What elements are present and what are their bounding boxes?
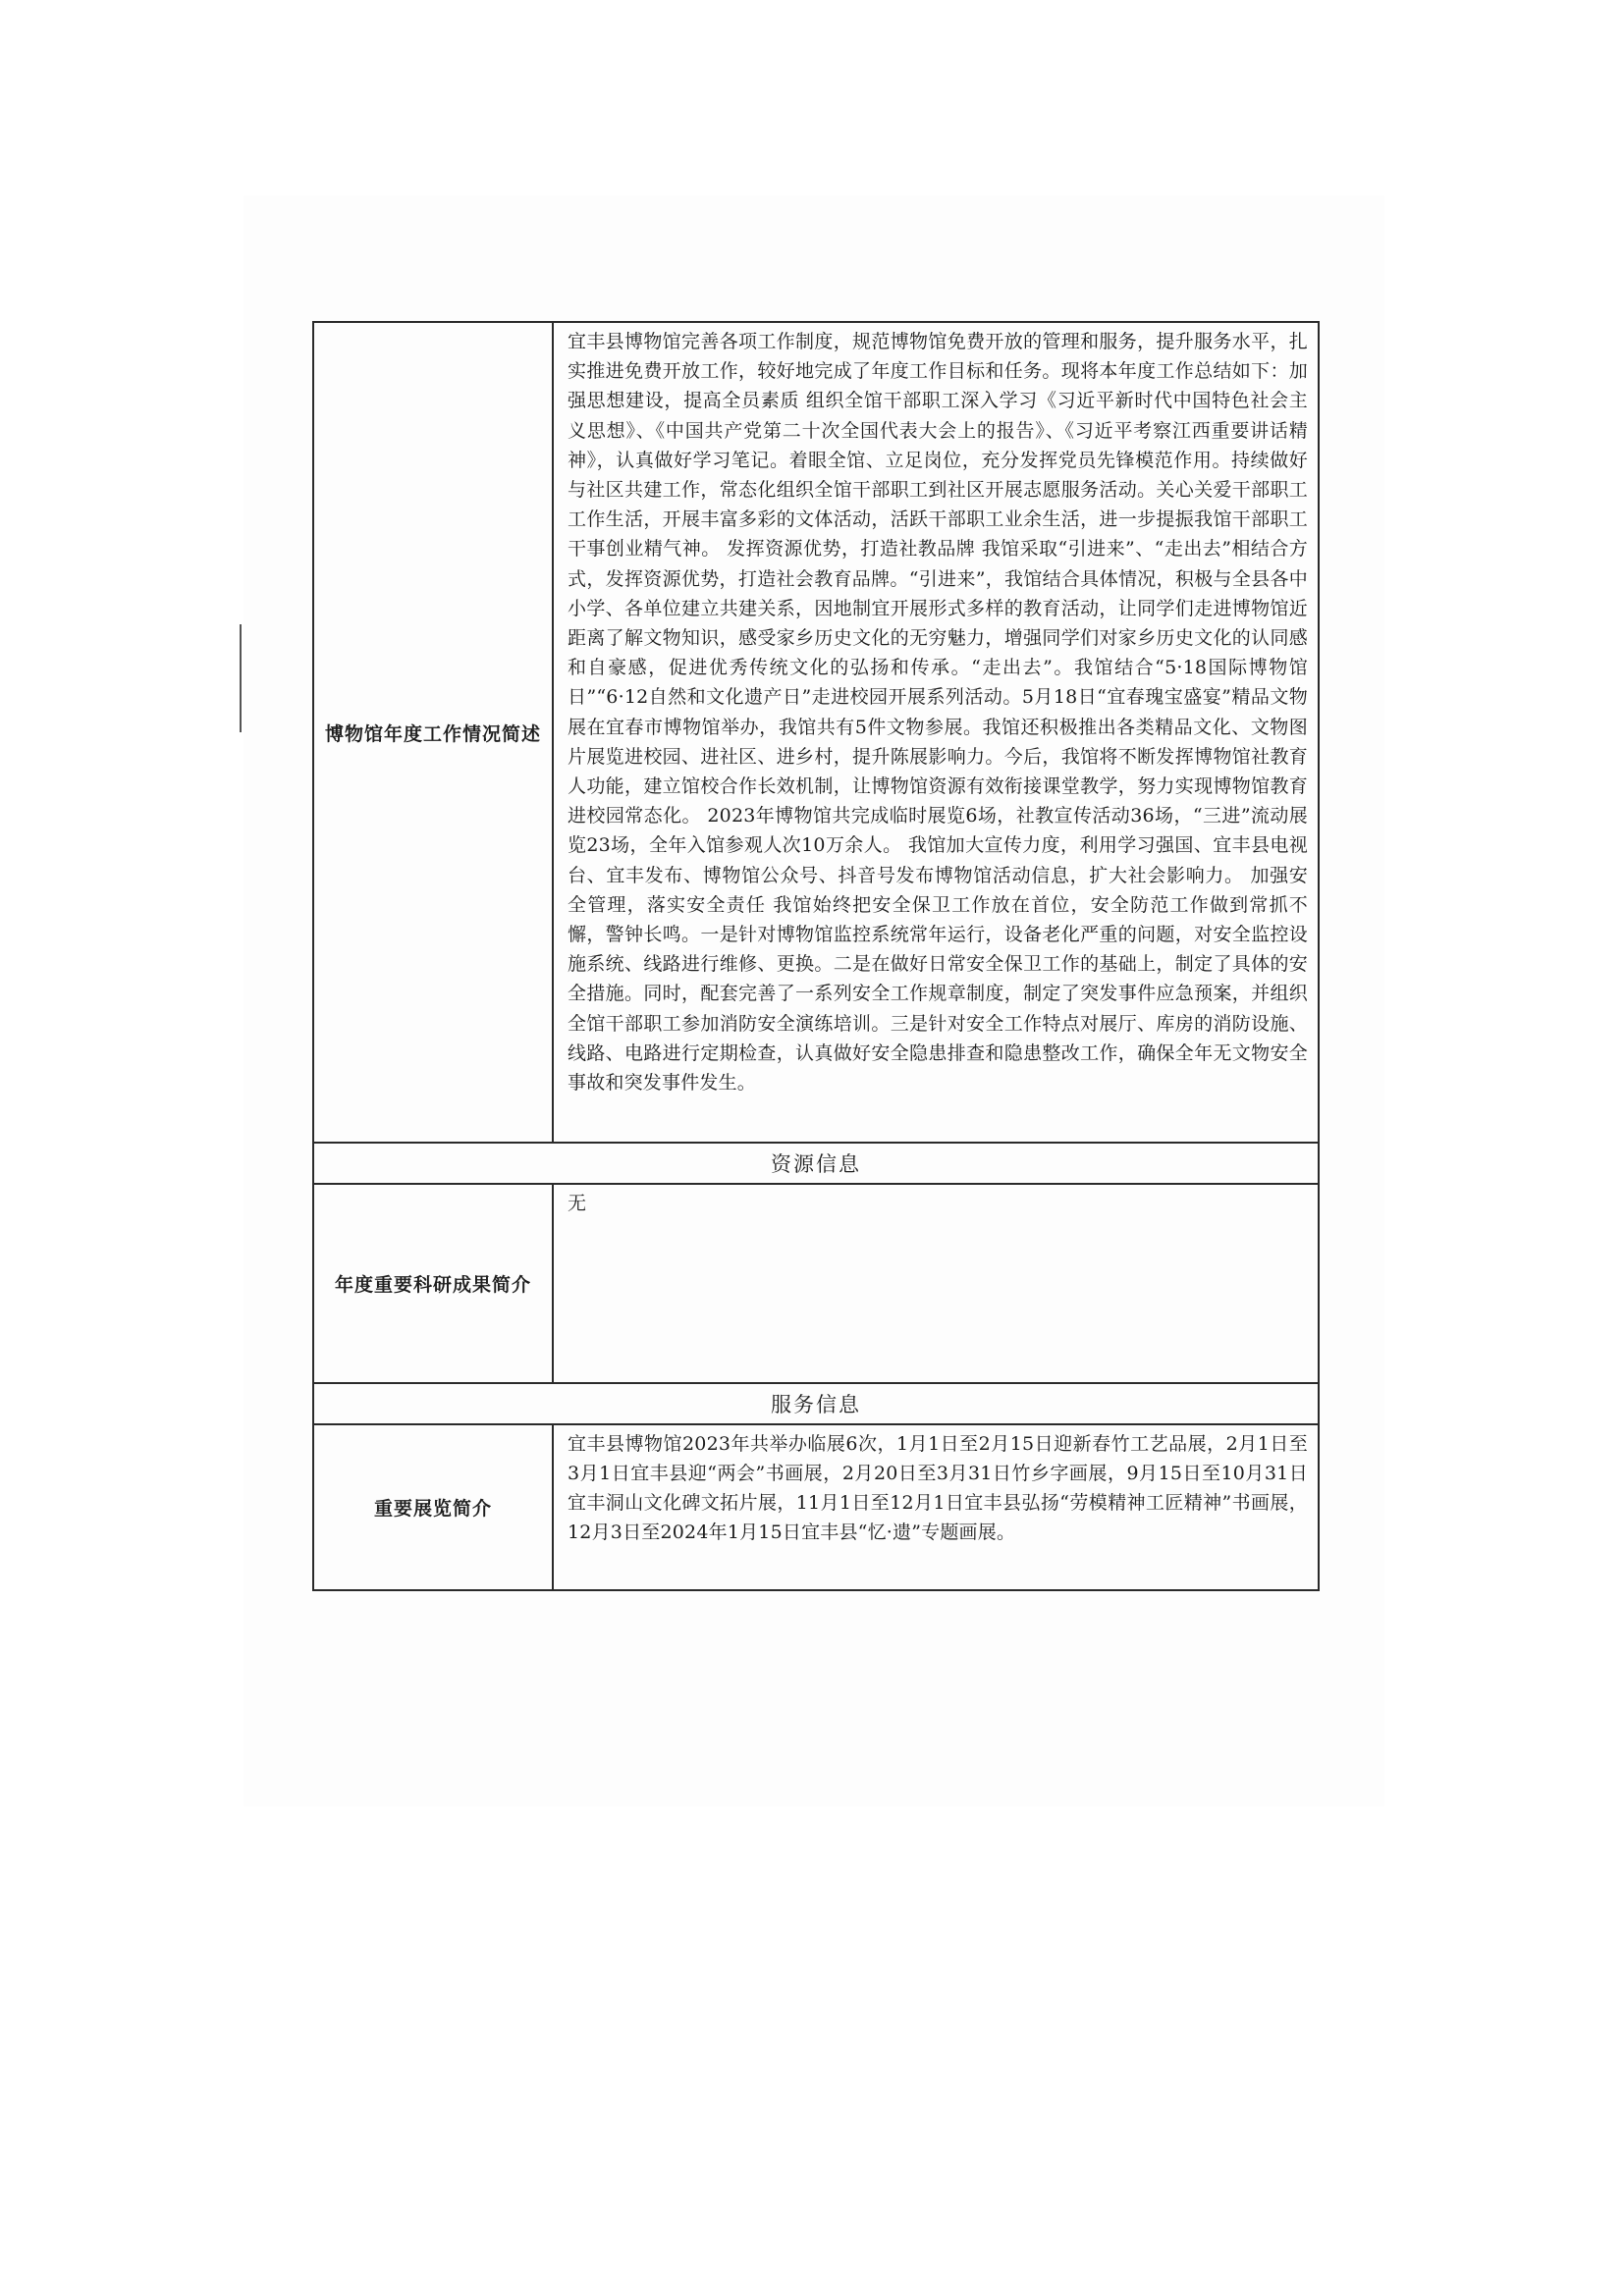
- service-section-heading: 服务信息: [313, 1383, 1319, 1424]
- table-row-annual-summary: [313, 322, 1319, 1143]
- exhibitions-text: 宜丰县博物馆2023年共举办临展6次，1月1日至2月15日迎新春竹工艺品展，2月1日至3月1日宜丰县迎“两会”书画展，2月20日至3月31日竹乡字画展，9月15日至10月31日宜丰洞山文化碑文拓片展，11月1日至12月1日宜丰县弘扬“劳模精神工匠精神”书画展，12月3日至2024年1月15日宜丰县“忆·遗”专题画展。: [568, 1433, 1308, 1543]
- annual-summary-text: 宜丰县博物馆完善各项工作制度，规范博物馆免费开放的管理和服务，提升服务水平，扎实推进免费开放工作，较好地完成了年度工作目标和任务。现将本年度工作总结如下：加强思想建设，提高全员素质 组织全馆干部职工深入学习《习近平新时代中国特色社会主义思想》、《中国共产党第二十次全国代表大会上的报告》、《习近平考察江西重要讲话精神》，认真做好学习笔记。着眼全馆、立足岗位，充分发挥党员先锋模范作用。持续做好与社区共建工作，常态化组织全馆干部职工到社区开展志愿服务活动。关心关爱干部职工工作生活，开展丰富多彩的文体活动，活跃干部职工业余生活，进一步提振我馆干部职工干事创业精气神。 发挥资源优势，打造社教品牌 我馆采取“引进来”、“走出去”相结合方式，发挥资源优势，打造社会教育品牌。“引进来”，我馆结合具体情况，积极与全县各中小学、各单位建立共建关系，因地制宜开展形式多样的教育活动，让同学们走进博物馆近距离了解文物知识，感受家乡历史文化的无穷魅力，增强同学们对家乡历史文化的认同感和自豪感，促进优秀传统文化的弘扬和传承。“走出去”。我馆结合“5·18国际博物馆日”“6·12自然和文化遗产日”走进校园开展系列活动。5月18日“宜春瑰宝盛宴”精品文物展在宜春市博物馆举办，我馆共有5件文物参展。我馆还积极推出各类精品文化、文物图片展览进校园、进社区、进乡村，提升陈展影响力。今后，我馆将不断发挥博物馆社教育人功能，建立馆校合作长效机制，让博物馆资源有效衔接课堂教学，努力实现博物馆教育进校园常态化。 2023年博物馆共完成临时展览6场，社教宣传活动36场，“三进”流动展览23场，全年入馆参观人次10万余人。 我馆加大宣传力度，利用学习强国、宜丰县电视台、宜丰发布、博物馆公众号、抖音号发布博物馆活动信息，扩大社会影响力。 加强安全管理，落实安全责任 我馆始终把安全保卫工作放在首位，安全防范工作做到常抓不懈，警钟长鸣。一是针对博物馆监控系统常年运行，设备老化严重的问题，对安全监控设施系统、线路进行维修、更换。二是在做好日常安全保卫工作的基础上，制定了具体的安全措施。同时，配套完善了一系列安全工作规章制度，制定了突发事件应急预案，并组织全馆干部职工参加消防安全演练培训。三是针对安全工作特点对展厅、库房的消防设施、线路、电路进行定期检查，认真做好安全隐患排查和隐患整改工作，确保全年无文物安全事故和突发事件发生。: [568, 331, 1308, 1095]
- museum-info-table: [312, 321, 1320, 1591]
- research-label: 年度重要科研成果简介: [313, 1184, 553, 1383]
- research-text: 无: [568, 1193, 587, 1214]
- exhibitions-label: 重要展览简介: [313, 1424, 553, 1590]
- table-row-resource-section: [313, 1143, 1319, 1184]
- table-row-service-section: [313, 1383, 1319, 1424]
- annual-summary-cell: [553, 322, 1319, 1143]
- table-row-research: [313, 1184, 1319, 1383]
- table-row-exhibitions: [313, 1424, 1319, 1590]
- annual-summary-label: 博物馆年度工作情况简述: [313, 322, 553, 1143]
- resource-section-heading: 资源信息: [313, 1143, 1319, 1184]
- research-cell: [553, 1184, 1319, 1383]
- scan-edge-mark: [240, 624, 242, 732]
- exhibitions-cell: [553, 1424, 1319, 1590]
